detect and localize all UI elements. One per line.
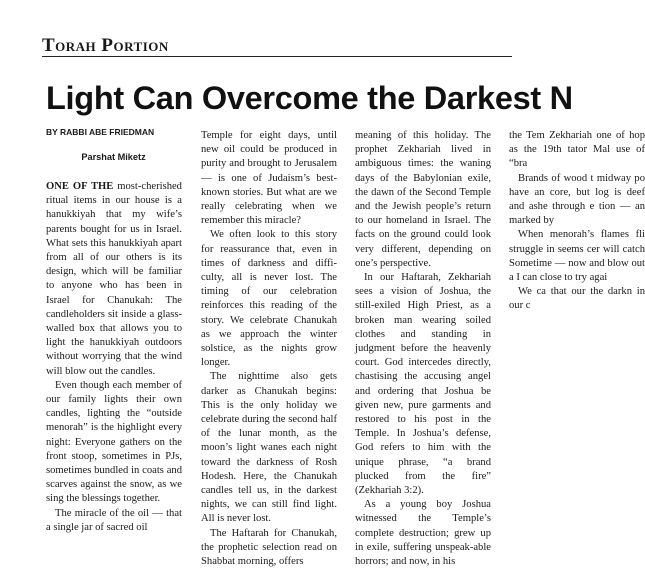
- article-column-3: [355, 129, 491, 568]
- paragraph: The nighttime also gets darker as Chanukah begins: This is the only holiday we celebrate during the second half of the lunar month, as the moon’s light wanes each night toward the darkness of Rosh Hodesh. Here, the Chanukah candles tell us, in the darkest nights, we can still find light. All is never lost.: [201, 371, 337, 525]
- lead-in: ONE OF THE: [46, 181, 114, 192]
- paragraph: The miracle of the oil — that a single jar of sacred oil: [46, 507, 182, 533]
- paragraph: Temple for eight days, until new oil could be produced in purity and brought to Jerusalem — is one of Judaism’s best-known stories. But what are we really celebrating when we remember this miracle?: [201, 130, 337, 227]
- paragraph: We ca that our the darkn in our c: [509, 286, 645, 312]
- paragraph: [46, 180, 182, 379]
- section-divider: [42, 56, 512, 57]
- paragraph: the Tem Zekhariah one of hop as the 19th tator Mal use of “bra: [509, 130, 645, 170]
- parsha-kicker: Parshat Miketz: [81, 152, 146, 162]
- paragraph-text: most-cherished ritual items in our house is a hanukkiyah that my wife’s parents bought for us in Israel. What sets this hanukkiyah apart from all of our others is its design, which will be familiar to anyone who has been in Israel for Chanukah: The candleholders sit inside a glass-walled box that allows you to light the hanukkiyah outdoors without worrying that the wind will blow out the candles.: [46, 181, 182, 377]
- article-column-4: [509, 129, 645, 512]
- article-headline: Light Can Overcome the Darkest N: [46, 80, 573, 116]
- article-column-2: [201, 129, 337, 568]
- paragraph: When menorah’s flames fli struggle in seems cer will catch Sometime — now and blow out a I can close to try agai: [509, 229, 645, 284]
- section-label: Torah Portion: [42, 35, 169, 56]
- paragraph: The Haftarah for Chanukah, the prophetic selection read on Shabbat morning, offers: [201, 527, 337, 568]
- paragraph: meaning of this holiday. The prophet Zekhariah lived in ambiguous times: the waning days of the Babylonian exile, the dawn of the Second Temple and the Jewish people’s return to our homeland in Israel. The facts on the ground could look very different, depending on one’s perspective.: [355, 130, 491, 269]
- paragraph: We often look to this story for reassurance that, even in times of darkness and diffi-culty, all is never lost. The timing of our celebration reinforces this reading of the story. We celebrate Chanukah as we approach the winter solstice, as the nights grow longer.: [201, 229, 337, 369]
- paragraph: Brands of wood t midway po have an core, but log is deef and ashe through e tion — an marked by: [509, 172, 645, 227]
- byline: BY RABBI ABE FRIEDMAN: [46, 127, 155, 137]
- paragraph: In our Haftarah, Zekhariah sees a vision of Joshua, the still-exiled High Priest, as a broken man wearing soiled clothes and standing in judgment before the heavenly court. God intercedes directly, chastising the accusing angel and ordering that Joshua be given new, pure garments and restored to his post in the Temple. In Joshua’s defense, God refers to him with the unique phrase, “a brand plucked from the fire” (Zekhariah 3:2).: [355, 272, 491, 497]
- article-column-1: [46, 180, 182, 533]
- paragraph: Even though each member of our family lights their own candles, lighting the “outside menorah” is the highlight every night: Everyone gathers on the front stoop, sometimes in PJs, sometimes bundled in coats and scarves against the snow, as we sing the blessings together.: [46, 379, 182, 505]
- paragraph: As a young boy Joshua witnessed the Temple’s complete destruction; grew up in exile, suffering unspeak-able horrors; and now, in his: [355, 499, 491, 568]
